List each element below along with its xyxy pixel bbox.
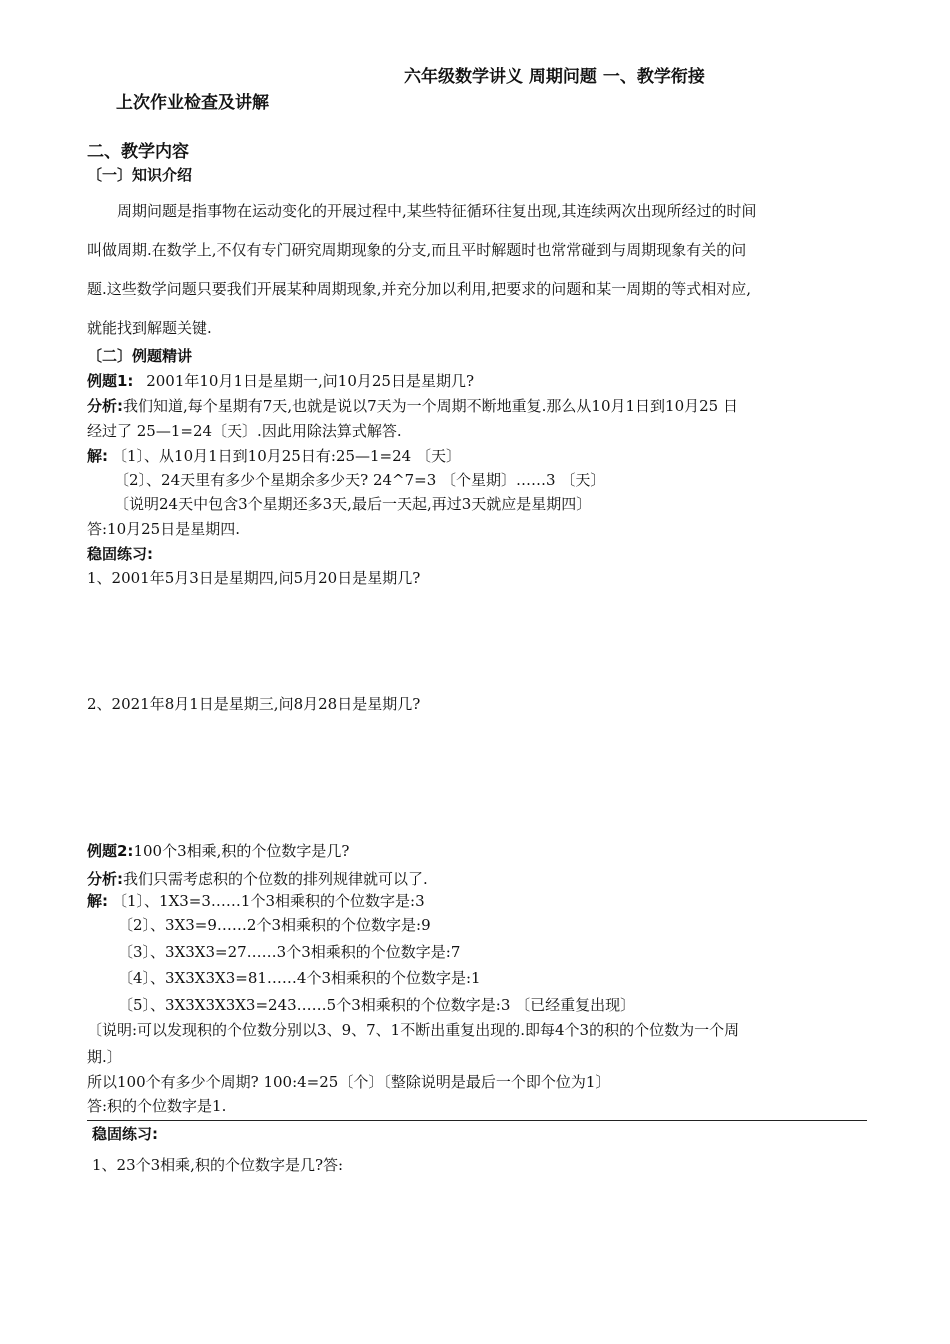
page-title: 六年级数学讲义 周期问题 一、教学衔接 (404, 67, 705, 87)
example2-solution-step: 〔3〕、3X3X3=27……3个3相乘积的个位数字是:7 (118, 943, 461, 961)
example1-answer: 答:10月25日是星期四. (87, 520, 240, 538)
step-text: 〔1〕、1X3=3……1个3相乘积的个位数字是:3 (112, 892, 425, 910)
practice2-heading: 稳固练习: (92, 1125, 158, 1143)
example2-text: 100个3相乘,积的个位数字是几? (133, 842, 350, 860)
practice2-question: 1、23个3相乘,积的个位数字是几?答: (92, 1156, 344, 1174)
analysis-text: 我们只需考虑积的个位数的排列规律就可以了. (123, 870, 428, 888)
knowledge-line: 就能找到解题关键. (87, 319, 212, 337)
knowledge-heading: 〔一〕知识介绍 (87, 166, 193, 184)
practice1-heading: 稳固练习: (87, 545, 153, 563)
analysis-label: 分析: (87, 870, 123, 888)
example2-solution-step (87, 891, 425, 911)
example2-question (87, 841, 349, 861)
example2-note: 〔说明:可以发现积的个位数分别以3、9、7、1不断出重复出现的.即每4个3的积的个位数为一个周 (87, 1021, 740, 1039)
knowledge-line: 周期问题是指事物在运动变化的开展过程中,某些特征循环往复出现,其连续两次出现所经过的时间 (117, 202, 757, 220)
example2-count: 所以100个有多少个周期? 100:4=25〔个〕〔整除说明是最后一个即个位为1〕 (87, 1073, 611, 1091)
example2-solution-step: 〔4〕、3X3X3X3=81……4个3相乘积的个位数字是:1 (118, 969, 481, 987)
example2-label: 例题2: (87, 842, 134, 860)
solution-label: 解: (87, 892, 108, 910)
examples-heading: 〔二〕例题精讲 (87, 347, 193, 365)
example1-analysis-cont: 经过了 25—1=24〔天〕.因此用除法算式解答. (87, 422, 402, 440)
divider-line (87, 1120, 867, 1121)
example1-label: 例题1: (87, 372, 134, 390)
example2-note-cont: 期.〕 (87, 1048, 122, 1066)
section-heading: 二、教学内容 (87, 142, 189, 162)
example1-question (87, 371, 474, 391)
page-subtitle: 上次作业检查及讲解 (116, 93, 269, 113)
example2-answer: 答:积的个位数字是1. (87, 1097, 227, 1115)
example1-note: 〔说明24天中包含3个星期还多3天,最后一天起,再过3天就应是星期四〕 (114, 495, 592, 513)
example2-analysis (87, 869, 428, 889)
example2-solution-step: 〔5〕、3X3X3X3X3=243……5个3相乘积的个位数字是:3 〔已经重复出现〕 (118, 996, 636, 1014)
knowledge-line: 叫做周期.在数学上,不仅有专门研究周期现象的分支,而且平时解题时也常常碰到与周期现象有关的问 (87, 241, 747, 259)
example1-text: 2001年10月1日是星期一,问10月25日是星期几? (146, 372, 475, 390)
analysis-text: 我们知道,每个星期有7天,也就是说以7天为一个周期不断地重复.那么从10月1日到10月25 日 (123, 397, 738, 415)
analysis-label: 分析: (87, 397, 123, 415)
practice1-question: 1、2001年5月3日是星期四,问5月20日是星期几? (87, 569, 421, 587)
step-text: 〔1〕、从10月1日到10月25日有:25—1=24 〔天〕 (112, 447, 461, 465)
example1-analysis (87, 396, 738, 416)
example2-solution-step: 〔2〕、3X3=9……2个3相乘积的个位数字是:9 (118, 916, 431, 934)
knowledge-line: 题.这些数学问题只要我们开展某种周期现象,并充分加以利用,把要求的问题和某一周期的等式相对应, (87, 280, 752, 298)
practice1-question: 2、2021年8月1日是星期三,问8月28日是星期几? (87, 695, 421, 713)
example1-solution-step: 〔2〕、24天里有多少个星期余多少天? 24^7=3 〔个星期〕……3 〔天〕 (114, 471, 606, 489)
solution-label: 解: (87, 447, 108, 465)
knowledge-paragraph (87, 192, 862, 348)
example1-solution-step (87, 446, 461, 466)
